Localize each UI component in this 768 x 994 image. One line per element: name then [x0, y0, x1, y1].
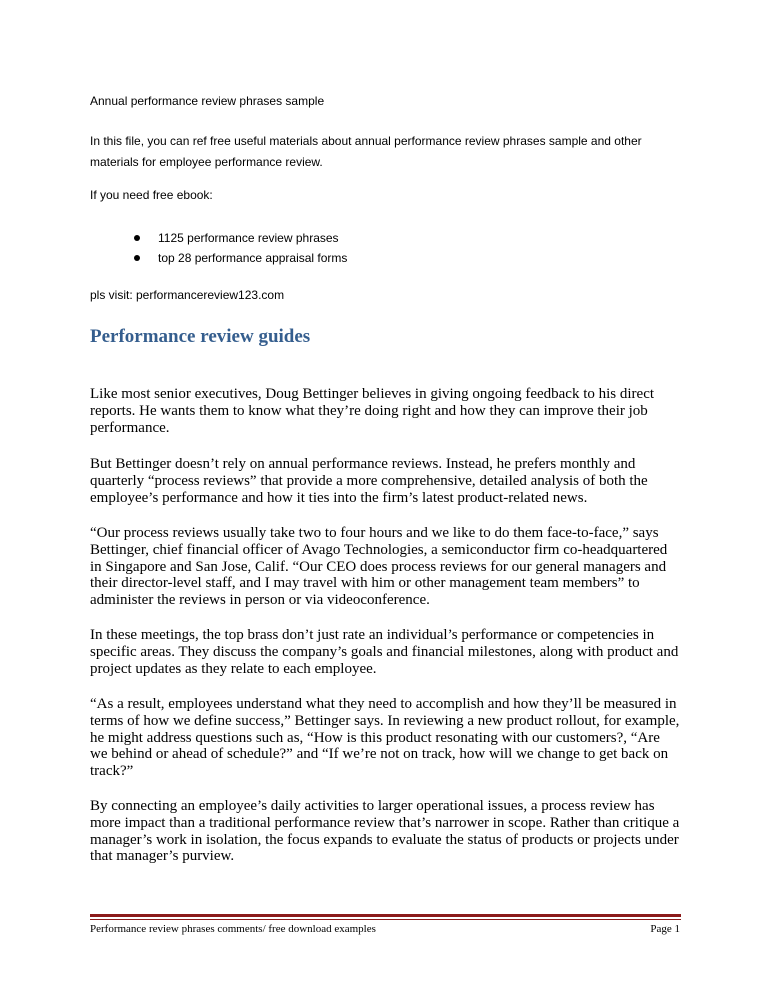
footer-divider-thick	[90, 914, 681, 917]
paragraph: “Our process reviews usually take two to four hours and we like to do them face-to-face,” says Bettinger, chief financial officer of Avago Technologies, a semiconductor firm co-headquartered in Singapore and San Jose, Calif. “Our CEO does process reviews for our general managers and their director-level staff, and I may travel with him or other management team members” to administer the reviews in person or via videoconference.	[90, 525, 668, 609]
paragraph: But Bettinger doesn’t rely on annual performance reviews. Instead, he prefers monthly and quarterly “process reviews” that provide a more comprehensive, detailed analysis of both the employee’s performance and how it ties into the firm’s latest product-related news.	[90, 456, 648, 506]
paragraph: By connecting an employee’s daily activities to larger operational issues, a process review has more impact than a traditional performance review that’s narrower in scope. Rather than critique a manager’s work in isolation, the focus expands to evaluate the status of products or projects under that manager’s purview.	[90, 798, 680, 865]
intro-description: In this file, you can ref free useful materials about annual performance review phrases sample and other materials for employee performance review.	[90, 134, 642, 169]
intro-title: Annual performance review phrases sample	[90, 94, 325, 108]
footer-title: Performance review phrases comments/ free download examples	[90, 923, 376, 935]
paragraph: Like most senior executives, Doug Bettinger believes in giving ongoing feedback to his direct reports. He wants them to know what they’re doing right and how they can improve their job performance.	[90, 386, 655, 436]
page-number: Page 1	[650, 923, 680, 935]
section-heading: Performance review guides	[90, 326, 311, 347]
list-item	[120, 248, 347, 268]
visit-link[interactable]: pls visit: performancereview123.com	[90, 288, 285, 302]
bullet-icon	[134, 235, 140, 241]
paragraph: In these meetings, the top brass don’t just rate an individual’s performance or competencies in specific areas. They discuss the company’s goals and financial milestones, along with product and project updates as they relate to each employee.	[90, 627, 679, 677]
ebook-lead: If you need free ebook:	[90, 188, 213, 202]
list-item-text: top 28 performance appraisal forms	[158, 251, 348, 265]
list-item	[120, 228, 347, 248]
footer-divider-thin	[90, 919, 681, 920]
list-item-text: 1125 performance review phrases	[158, 231, 339, 245]
paragraph: “As a result, employees understand what they need to accomplish and how they’ll be measured in terms of how we define success,” Bettinger says. In reviewing a new product rollout, for example, he might address questions such as, “How is this product resonating with our customers?, “Are we behind or ahead of schedule?” and “If we’re not on track, how will we change to get back on track?”	[90, 696, 680, 780]
bullet-icon	[134, 255, 140, 261]
ebook-list	[120, 228, 347, 268]
